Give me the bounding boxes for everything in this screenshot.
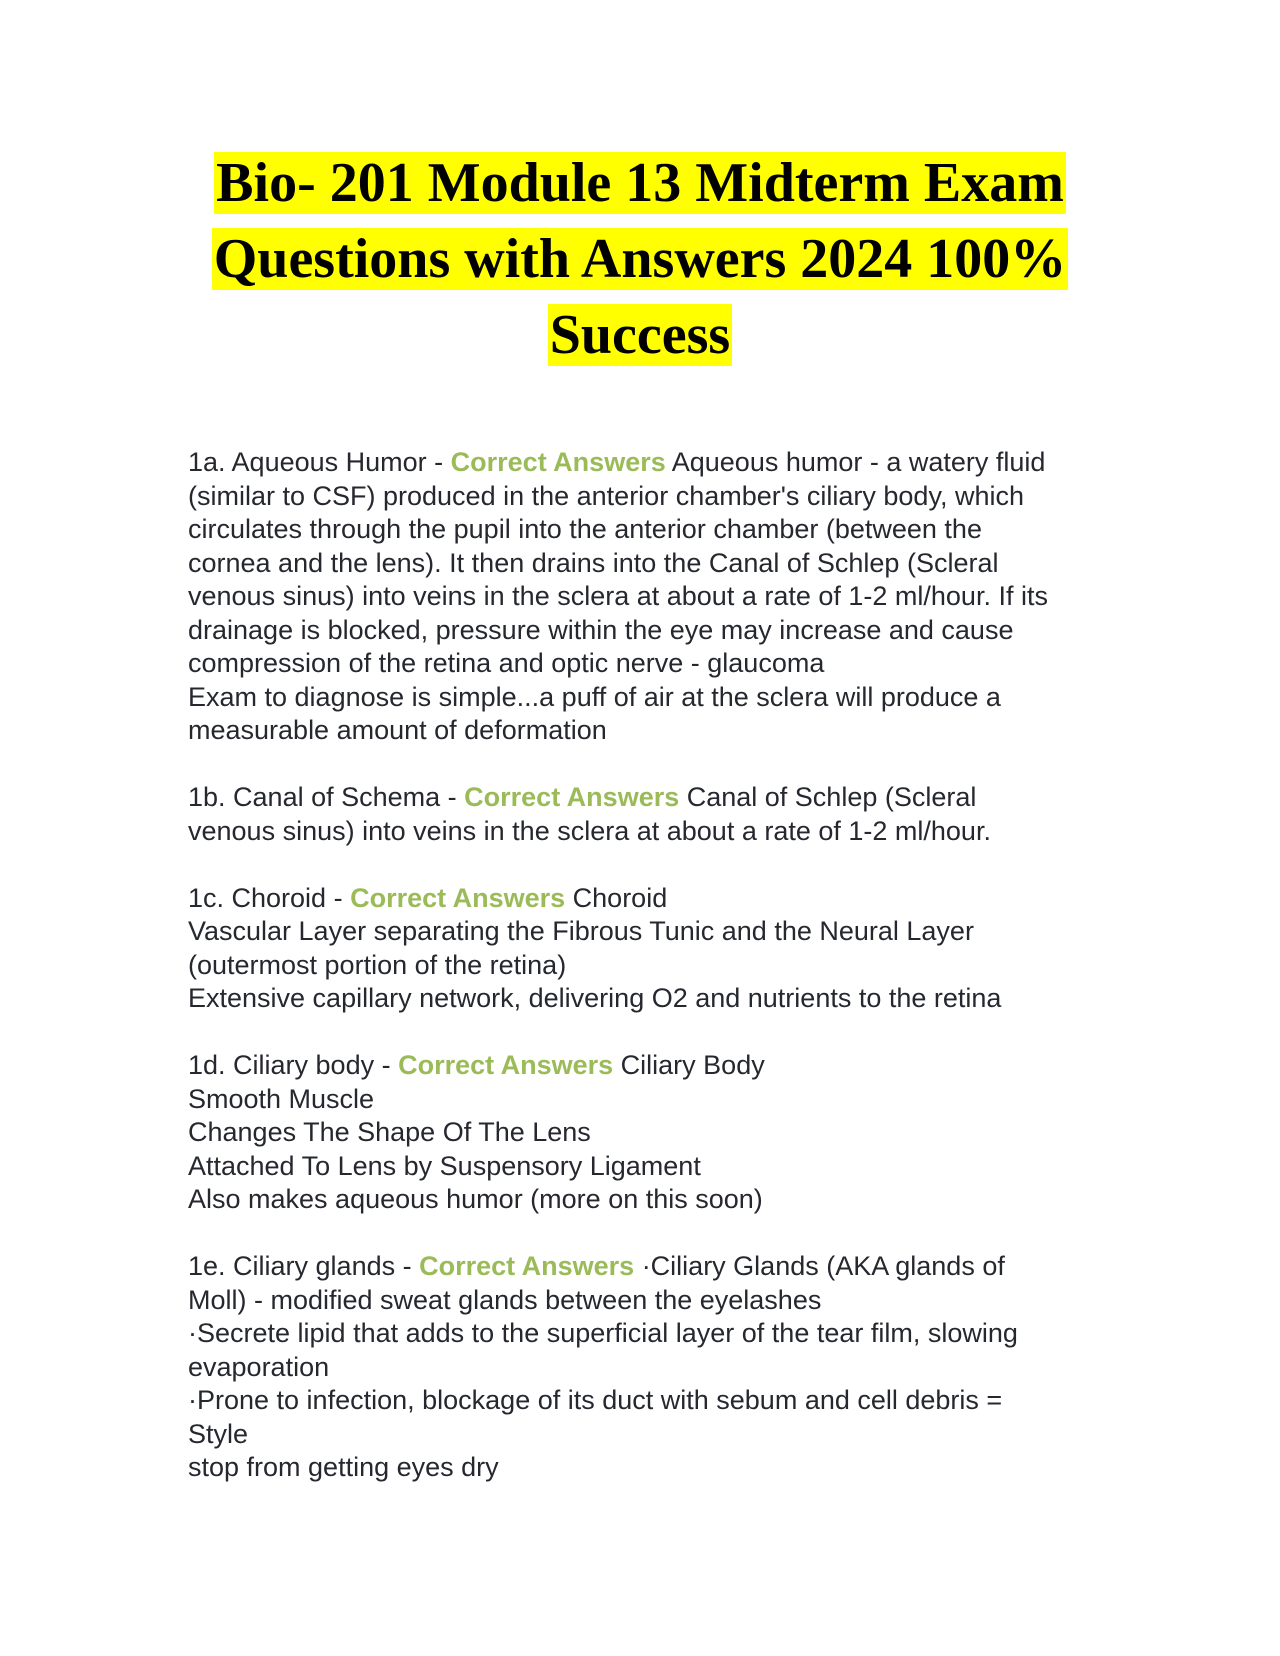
qa-term: 1b. Canal of Schema - (188, 782, 465, 812)
qa-term: 1d. Ciliary body - (188, 1050, 399, 1080)
qa-answer-line: ·Secrete lipid that adds to the superficial layer of the tear film, slowing (188, 1318, 1018, 1348)
document-title (140, 145, 1140, 373)
qa-first-line (188, 781, 1128, 815)
qa-answer-line: venous sinus) into veins in the sclera at about a rate of 1-2 ml/hour. If its (188, 581, 1048, 611)
qa-answer-line: evaporation (188, 1351, 330, 1382)
qa-answer-start: Aqueous humor - a watery fluid (665, 447, 1046, 477)
qa-item-1d (188, 1049, 1128, 1217)
qa-answer-line: compression of the retina and optic nerve - glaucoma (188, 648, 825, 678)
qa-first-line (188, 446, 1128, 480)
qa-answer-line: Moll) - modified sweat glands between the eyelashes (188, 1284, 822, 1315)
qa-answer-line: cornea and the lens). It then drains into the Canal of Schlep (Scleral (188, 547, 999, 578)
qa-answer-line: Smooth Muscle (188, 1083, 375, 1114)
qa-first-line (188, 1250, 1128, 1284)
qa-list (188, 446, 1128, 1518)
qa-answer-line: Extensive capillary network, delivering O2 and nutrients to the retina (188, 983, 1002, 1013)
qa-answer-start: Choroid (565, 882, 668, 913)
qa-answer-start: Canal of Schlep (Scleral (679, 782, 977, 812)
title-line-text: Bio- 201 Module 13 Midterm Exam (216, 152, 1064, 214)
qa-answer-line: Exam to diagnose is simple...a puff of air at the sclera will produce a (188, 681, 1001, 712)
qa-answer-line: Vascular Layer separating the Fibrous Tunic and the Neural Layer (188, 916, 974, 946)
qa-term: 1a. Aqueous Humor - (188, 447, 451, 477)
qa-answer-line: (similar to CSF) produced in the anterior chamber's ciliary body, which (188, 480, 1024, 511)
qa-answer-line: circulates through the pupil into the anterior chamber (between the (188, 514, 982, 544)
qa-item-1b (188, 781, 1128, 848)
qa-answer-line: (outermost portion of the retina) (188, 949, 567, 980)
correct-answers-label: Correct Answers (464, 782, 680, 812)
qa-answer-line: Style (188, 1418, 249, 1449)
title-line-text: Questions with Answers 2024 100% (213, 228, 1067, 290)
qa-item-1c (188, 882, 1128, 1016)
qa-answer-line: drainage is blocked, pressure within the eye may increase and cause (188, 614, 1014, 645)
qa-term: 1c. Choroid - (188, 882, 351, 913)
title-line-text: Success (549, 304, 731, 366)
qa-answer-line: measurable amount of deformation (188, 715, 607, 745)
qa-answer-line: ·Prone to infection, blockage of its duct with sebum and cell debris = (188, 1385, 1003, 1415)
qa-answer-line: venous sinus) into veins in the sclera at about a rate of 1-2 ml/hour. (188, 815, 991, 846)
qa-term: 1e. Ciliary glands - (188, 1251, 420, 1281)
title-line (140, 297, 1140, 373)
qa-answer-start: Ciliary Body (613, 1050, 765, 1080)
correct-answers-label: Correct Answers (450, 447, 666, 477)
qa-answer-line: Attached To Lens by Suspensory Ligament (188, 1150, 701, 1181)
qa-first-line (188, 882, 1128, 916)
correct-answers-label: Correct Answers (350, 882, 566, 913)
qa-item-1e (188, 1250, 1128, 1485)
correct-answers-label: Correct Answers (398, 1050, 614, 1080)
correct-answers-label: Correct Answers (419, 1251, 635, 1281)
qa-first-line (188, 1049, 1128, 1083)
qa-item-1a (188, 446, 1128, 748)
qa-answer-line: Changes The Shape Of The Lens (188, 1117, 591, 1147)
qa-answer-line: stop from getting eyes dry (188, 1452, 499, 1482)
qa-answer-start: ·Ciliary Glands (AKA glands of (634, 1251, 1005, 1281)
title-line (140, 221, 1140, 297)
title-line (140, 145, 1140, 221)
qa-answer-line: Also makes aqueous humor (more on this soon) (188, 1184, 763, 1214)
